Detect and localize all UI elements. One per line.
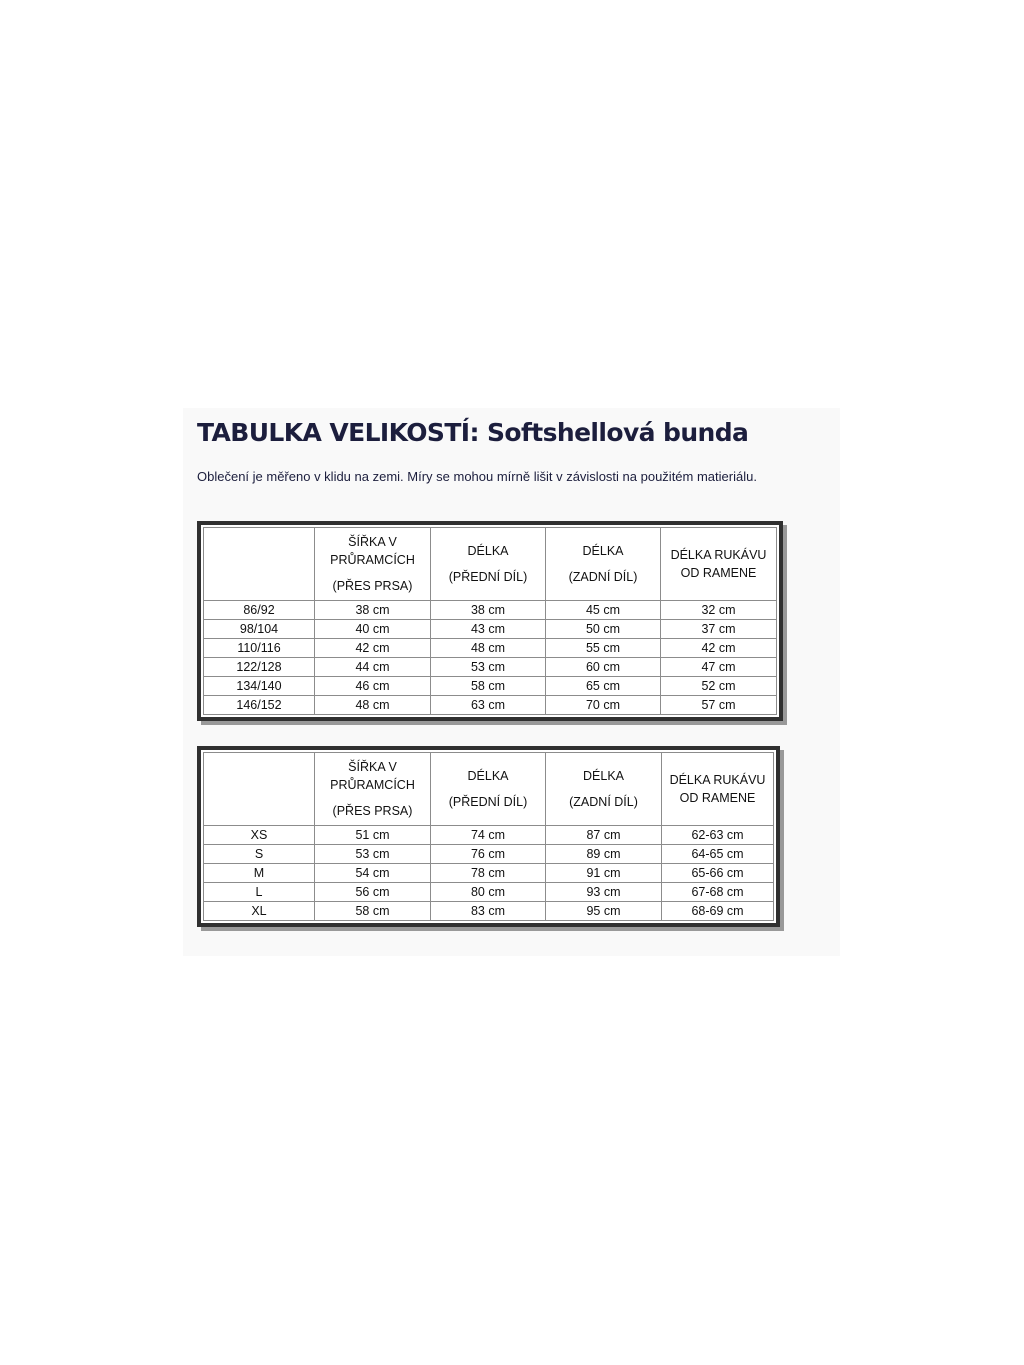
table-cell: 64-65 cm xyxy=(662,845,774,864)
size-cell: 146/152 xyxy=(204,696,315,715)
table-cell: 51 cm xyxy=(315,826,431,845)
table-cell: 65-66 cm xyxy=(662,864,774,883)
table-cell: 65 cm xyxy=(546,677,661,696)
size-cell: XL xyxy=(204,902,315,921)
table-cell: 52 cm xyxy=(661,677,777,696)
table-row xyxy=(204,639,777,658)
table-row xyxy=(204,826,774,845)
header-front-length: DÉLKA (PŘEDNÍ DÍL) xyxy=(431,753,546,826)
table-cell: 53 cm xyxy=(431,658,546,677)
table-cell: 60 cm xyxy=(546,658,661,677)
size-table-children-frame xyxy=(197,521,783,721)
table-cell: 55 cm xyxy=(546,639,661,658)
table-cell: 44 cm xyxy=(315,658,431,677)
size-cell: 110/116 xyxy=(204,639,315,658)
table-row xyxy=(204,620,777,639)
table-cell: 74 cm xyxy=(431,826,546,845)
table-cell: 37 cm xyxy=(661,620,777,639)
table-cell: 76 cm xyxy=(431,845,546,864)
size-cell: L xyxy=(204,883,315,902)
table-cell: 46 cm xyxy=(315,677,431,696)
page-title: TABULKA VELIKOSTÍ: Softshellová bunda xyxy=(197,418,749,447)
size-cell: XS xyxy=(204,826,315,845)
table-cell: 43 cm xyxy=(431,620,546,639)
header-size xyxy=(204,753,315,826)
measurement-note: Oblečení je měřeno v klidu na zemi. Míry se mohou mírně lišit v závislosti na použitém matieriálu. xyxy=(197,469,757,484)
size-cell: S xyxy=(204,845,315,864)
table-cell: 32 cm xyxy=(661,601,777,620)
size-cell: 98/104 xyxy=(204,620,315,639)
table-cell: 78 cm xyxy=(431,864,546,883)
size-table-adult xyxy=(203,752,774,921)
table-cell: 54 cm xyxy=(315,864,431,883)
header-back-length: DÉLKA (ZADNÍ DÍL) xyxy=(546,528,661,601)
table-cell: 87 cm xyxy=(546,826,662,845)
table-cell: 58 cm xyxy=(315,902,431,921)
table-row xyxy=(204,696,777,715)
table-cell: 56 cm xyxy=(315,883,431,902)
table-cell: 48 cm xyxy=(315,696,431,715)
table-cell: 58 cm xyxy=(431,677,546,696)
table-cell: 38 cm xyxy=(431,601,546,620)
table-cell: 50 cm xyxy=(546,620,661,639)
table-cell: 91 cm xyxy=(546,864,662,883)
header-chest-width: ŠÍŘKA V PRŮRAMCÍCH (PŘES PRSA) xyxy=(315,528,431,601)
header-size xyxy=(204,528,315,601)
table-cell: 83 cm xyxy=(431,902,546,921)
table-cell: 38 cm xyxy=(315,601,431,620)
size-cell: M xyxy=(204,864,315,883)
size-table-adult-frame xyxy=(197,746,780,927)
size-table-children xyxy=(203,527,777,715)
table-cell: 89 cm xyxy=(546,845,662,864)
table-cell: 95 cm xyxy=(546,902,662,921)
table-cell: 47 cm xyxy=(661,658,777,677)
table-row xyxy=(204,658,777,677)
table-cell: 53 cm xyxy=(315,845,431,864)
table-row xyxy=(204,601,777,620)
header-back-length: DÉLKA (ZADNÍ DÍL) xyxy=(546,753,662,826)
table-cell: 80 cm xyxy=(431,883,546,902)
table-cell: 67-68 cm xyxy=(662,883,774,902)
size-cell: 86/92 xyxy=(204,601,315,620)
table-cell: 70 cm xyxy=(546,696,661,715)
table-header-row xyxy=(204,753,774,826)
table-cell: 68-69 cm xyxy=(662,902,774,921)
table-row xyxy=(204,902,774,921)
size-cell: 134/140 xyxy=(204,677,315,696)
table-row xyxy=(204,845,774,864)
table-row xyxy=(204,864,774,883)
table-row xyxy=(204,883,774,902)
header-front-length: DÉLKA (PŘEDNÍ DÍL) xyxy=(431,528,546,601)
table-cell: 45 cm xyxy=(546,601,661,620)
table-row xyxy=(204,677,777,696)
table-cell: 63 cm xyxy=(431,696,546,715)
header-sleeve-length: DÉLKA RUKÁVU OD RAMENE xyxy=(662,753,774,826)
table-cell: 48 cm xyxy=(431,639,546,658)
table-cell: 40 cm xyxy=(315,620,431,639)
table-header-row xyxy=(204,528,777,601)
table-cell: 93 cm xyxy=(546,883,662,902)
table-cell: 42 cm xyxy=(315,639,431,658)
size-cell: 122/128 xyxy=(204,658,315,677)
header-chest-width: ŠÍŘKA V PRŮRAMCÍCH (PŘES PRSA) xyxy=(315,753,431,826)
table-cell: 57 cm xyxy=(661,696,777,715)
table-cell: 42 cm xyxy=(661,639,777,658)
table-cell: 62-63 cm xyxy=(662,826,774,845)
header-sleeve-length: DÉLKA RUKÁVU OD RAMENE xyxy=(661,528,777,601)
